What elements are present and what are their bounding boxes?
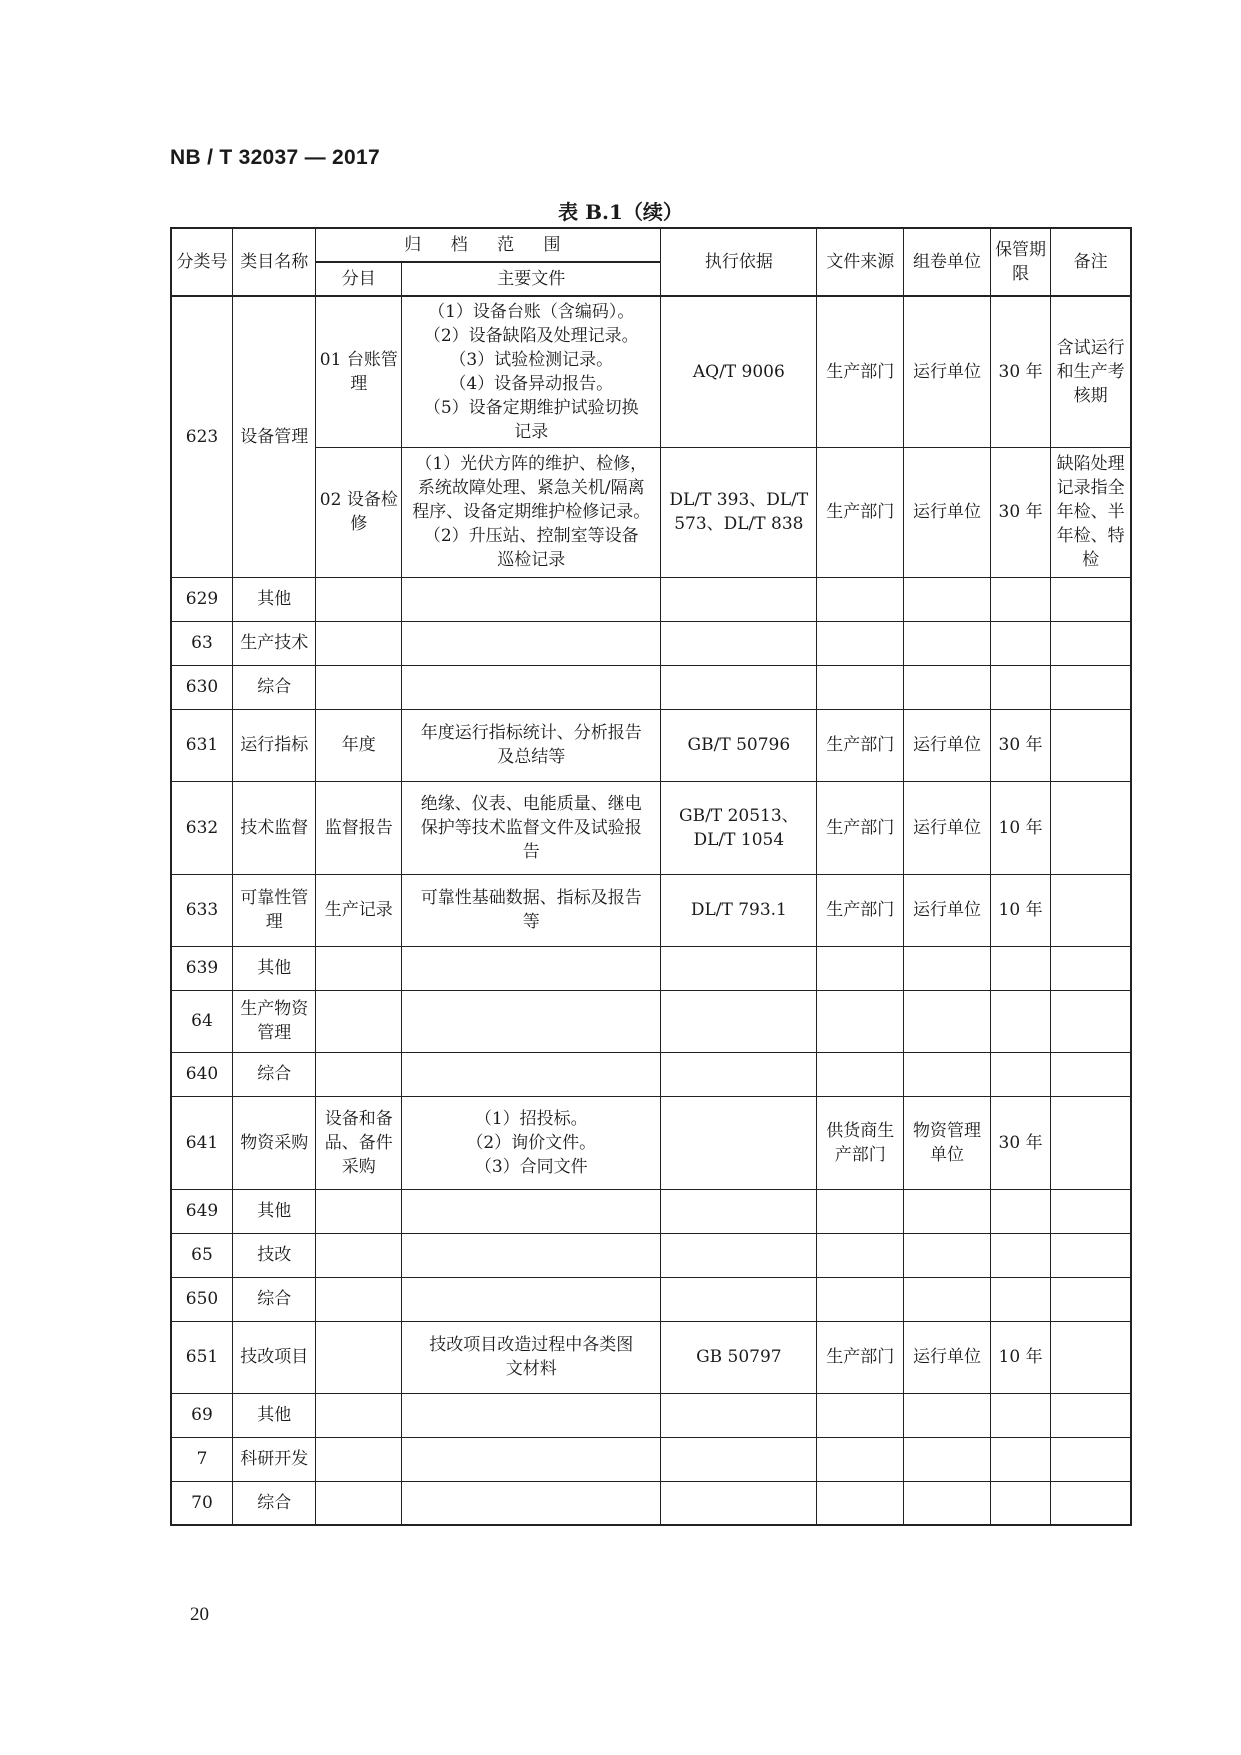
row-code: 633	[171, 874, 233, 946]
row-name: 其他	[233, 577, 316, 621]
row-name: 技术监督	[233, 781, 316, 874]
row-basis: AQ/T 9006	[661, 296, 817, 447]
row-name: 其他	[233, 946, 316, 990]
row-code: 630	[171, 665, 233, 709]
row-name: 综合	[233, 1277, 316, 1321]
row-code: 631	[171, 709, 233, 781]
header-basis: 执行依据	[661, 228, 817, 296]
row-sub: 年度	[316, 709, 402, 781]
row-sub: 02 设备检修	[316, 447, 402, 577]
row-name: 可靠性管理	[233, 874, 316, 946]
file-line: （5）设备定期维护试验切换	[423, 397, 639, 418]
file-line: （1）光伏方阵的维护、检修，	[415, 454, 648, 474]
row-unit: 运行单位	[904, 296, 991, 447]
row-code: 639	[171, 946, 233, 990]
row-unit: 运行单位	[904, 447, 991, 577]
row-files	[402, 874, 661, 946]
row-code: 641	[171, 1096, 233, 1189]
row-files	[402, 447, 661, 577]
header-scope-label: 归 档 范 围	[404, 235, 573, 255]
row-unit: 运行单位	[904, 1321, 991, 1393]
file-line: （1）招投标。	[474, 1108, 588, 1129]
row-sub: 设备和备品、备件采购	[316, 1096, 402, 1189]
table-title: 表 B.1（续）	[558, 200, 683, 224]
row-term: 30 年	[990, 709, 1050, 781]
file-line: 技改项目改造过程中各类图	[429, 1335, 634, 1355]
row-code: 65	[171, 1233, 233, 1277]
row-source: 生产部门	[817, 781, 904, 874]
row-name: 其他	[233, 1393, 316, 1437]
header-name: 类目名称	[233, 228, 316, 296]
row-basis: GB/T 50796	[661, 709, 817, 781]
table-row	[171, 621, 1131, 665]
table-row	[171, 1393, 1131, 1437]
table-row	[171, 1277, 1131, 1321]
row-remark: 含试运行和生产考核期	[1051, 296, 1131, 447]
row-unit: 运行单位	[904, 709, 991, 781]
file-line: （2）设备缺陷及处理记录。	[423, 325, 639, 346]
row-name: 生产技术	[233, 621, 316, 665]
header-files: 主要文件	[402, 262, 661, 296]
table-row	[171, 990, 1131, 1052]
table-row	[171, 874, 1131, 946]
file-line: 程序、设备定期维护检修记录。	[412, 502, 651, 522]
page-number: 20	[190, 1604, 209, 1625]
row-code: 640	[171, 1052, 233, 1096]
row-term: 30 年	[990, 1096, 1050, 1189]
table-row	[171, 577, 1131, 621]
row-name: 科研开发	[233, 1437, 316, 1481]
table-row	[171, 781, 1131, 874]
header-sub: 分目	[316, 262, 402, 296]
row-name: 综合	[233, 665, 316, 709]
row-name: 其他	[233, 1189, 316, 1233]
row-name: 综合	[233, 1481, 316, 1525]
row-code: 63	[171, 621, 233, 665]
row-code: 7	[171, 1437, 233, 1481]
file-line: 告	[522, 841, 540, 862]
row-sub: 生产记录	[316, 874, 402, 946]
table-row	[171, 665, 1131, 709]
row-files	[402, 1321, 661, 1393]
file-line: 绝缘、仪表、电能质量、继电	[420, 793, 642, 814]
table-row	[171, 296, 1131, 447]
table-row	[171, 1096, 1131, 1189]
row-name: 技改项目	[233, 1321, 316, 1393]
row-code: 629	[171, 577, 233, 621]
header-unit: 组卷单位	[904, 228, 991, 296]
file-line: 记录	[514, 421, 549, 442]
file-line: 年度运行指标统计、分析报告	[420, 723, 642, 743]
row-source: 生产部门	[817, 296, 904, 447]
row-code: 632	[171, 781, 233, 874]
row-name: 技改	[233, 1233, 316, 1277]
header-scope	[316, 228, 661, 262]
row-source: 生产部门	[817, 709, 904, 781]
row-files	[402, 709, 661, 781]
row-unit: 运行单位	[904, 874, 991, 946]
table-row	[171, 1437, 1131, 1481]
table-row	[171, 946, 1131, 990]
row-term: 10 年	[990, 781, 1050, 874]
file-line: 可靠性基础数据、指标及报告	[420, 888, 642, 908]
row-files	[402, 296, 661, 447]
table-row	[171, 447, 1131, 577]
header-code: 分类号	[171, 228, 233, 296]
row-term: 10 年	[990, 1321, 1050, 1393]
row-basis: DL/T 393、DL/T 573、DL/T 838	[661, 447, 817, 577]
file-line: 文材料	[505, 1359, 557, 1379]
row-source: 生产部门	[817, 1321, 904, 1393]
row-name: 生产物资管理	[233, 990, 316, 1052]
table-row	[171, 1052, 1131, 1096]
row-code: 651	[171, 1321, 233, 1393]
file-line: 保护等技术监督文件及试验报	[420, 817, 642, 838]
row-code: 623	[171, 296, 233, 577]
row-basis: GB/T 20513、DL/T 1054	[661, 781, 817, 874]
file-line: （2）升压站、控制室等设备	[423, 526, 639, 546]
row-name: 设备管理	[233, 296, 316, 577]
file-line: （3）试验检测记录。	[449, 349, 614, 370]
file-line: 系统故障处理、紧急关机/隔离	[417, 478, 645, 498]
row-unit: 运行单位	[904, 781, 991, 874]
header-term: 保管期限	[990, 228, 1050, 296]
row-basis: DL/T 793.1	[661, 874, 817, 946]
document-code: NB / T 32037 — 2017	[170, 146, 380, 169]
table-row	[171, 1189, 1131, 1233]
row-term: 30 年	[990, 447, 1050, 577]
archive-classification-table	[170, 227, 1132, 1526]
row-source: 生产部门	[817, 874, 904, 946]
row-remark: 缺陷处理记录指全年检、半年检、特检	[1051, 447, 1131, 577]
file-line: （4）设备异动报告。	[449, 373, 614, 394]
row-code: 64	[171, 990, 233, 1052]
file-line: 巡检记录	[497, 550, 566, 570]
file-line: 及总结等	[497, 747, 566, 767]
row-code: 650	[171, 1277, 233, 1321]
row-files	[402, 1096, 661, 1189]
row-code: 70	[171, 1481, 233, 1525]
row-sub: 01 台账管理	[316, 296, 402, 447]
row-source: 生产部门	[817, 447, 904, 577]
row-term: 30 年	[990, 296, 1050, 447]
file-line: （1）设备台账（含编码）。	[428, 301, 635, 322]
row-files	[402, 781, 661, 874]
header-source: 文件来源	[817, 228, 904, 296]
file-line: （2）询价文件。	[466, 1132, 597, 1153]
table-row	[171, 709, 1131, 781]
row-code: 649	[171, 1189, 233, 1233]
table-row	[171, 1321, 1131, 1393]
row-sub: 监督报告	[316, 781, 402, 874]
table-row	[171, 1233, 1131, 1277]
table-row	[171, 1481, 1131, 1525]
row-code: 69	[171, 1393, 233, 1437]
row-term: 10 年	[990, 874, 1050, 946]
row-name: 物资采购	[233, 1096, 316, 1189]
row-basis: GB 50797	[661, 1321, 817, 1393]
row-unit: 物资管理单位	[904, 1096, 991, 1189]
row-source: 供货商生产部门	[817, 1096, 904, 1189]
row-name: 综合	[233, 1052, 316, 1096]
header-remark: 备注	[1051, 228, 1131, 296]
file-line: （3）合同文件	[474, 1156, 588, 1177]
row-name: 运行指标	[233, 709, 316, 781]
file-line: 等	[522, 912, 540, 932]
